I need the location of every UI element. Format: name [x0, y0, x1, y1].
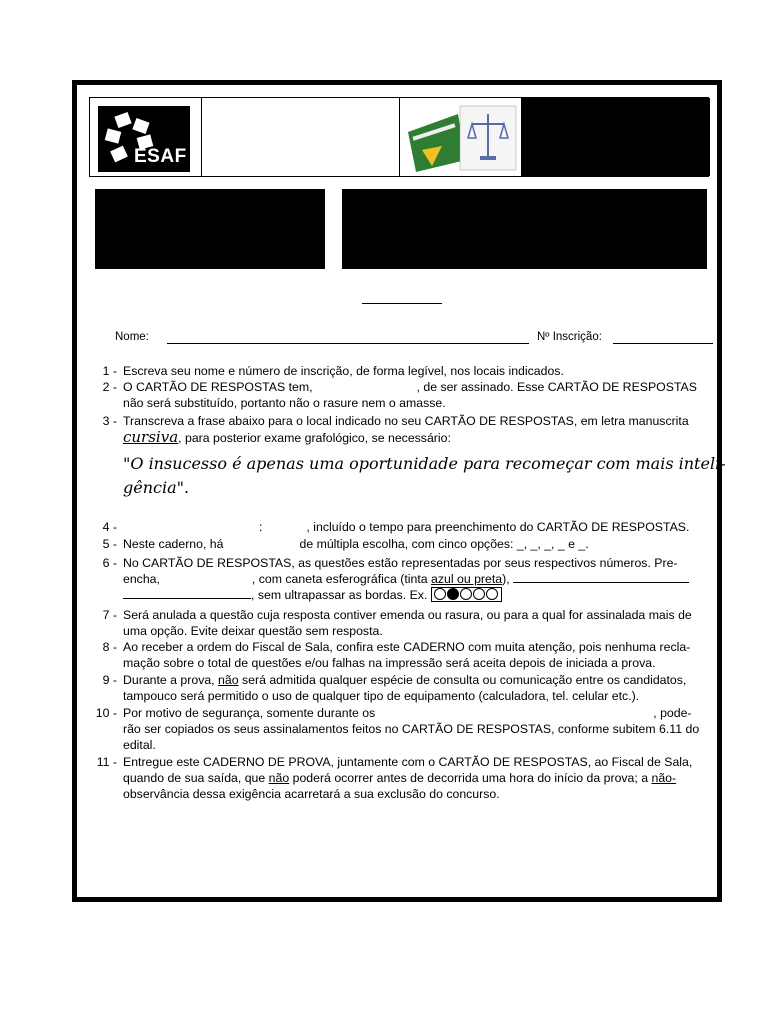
name-field[interactable] [167, 343, 529, 344]
redacted-box-left [95, 189, 325, 269]
logo-text: ESAF [134, 146, 187, 167]
bubble-c [460, 588, 472, 600]
esaf-logo [98, 106, 190, 172]
inscricao-label: Nº Inscrição: [537, 331, 602, 343]
header-black-box [522, 98, 710, 176]
exam-cover-frame: ESAF Nome: Nº Inscrição: 1 - Escreva seu nome e número de inscrição, de forma legível, nos locais indicados. 2 - O CARTÃO DE RESPOSTAS tem, , de ser assinado. Esse CARTÃO DE RESPOSTAS não será substituído, portanto não o rasure nem o amasse. 3 - Transcreva a frase abaixo para o local indicado no seu CARTÃO DE RESPOSTAS, em letra manuscrita cursiva, para posterior exame grafológico, se necessário: "O insucesso é apenas uma oportunidade para recomeçar com mais inteli- gência". 4 - : , incluído o tempo para preenchimento do CARTÃO DE RESPOSTAS. 5 - Neste caderno, há de múltipla escolha, com cinco opções: _, _, _, _ e _. 6 - No CARTÃO DE RESPOSTAS, as questões estão representadas por seus respectivos números. Pre- encha, , com caneta esferográfica (tinta azul ou preta), , sem ultrapassar as bordas. Ex. 7 - Será anulada a questão cuja resposta contiver emenda ou rasura, ou para a qual for assinalada mais de uma opção. Evite deixar questão sem resposta. 8 - Ao receber a ordem do Fiscal de Sala, confira este CADERNO com muita atenção, pois nenhuma recla- mação sobre o total de questões e/ou falhas na impressão será aceita depois de iniciada a prova. 9 - Durante a prova, não será admitida qualquer espécie de consulta ou comunicação entre os candidatos, tampouco será permitido o uso de qualquer tipo de equipamento (calculadora, tel. celular etc.). 10 - Por motivo de segurança, somente durante os , pode- rão ser copiados os seus assinalamentos feitos no CARTÃO DE RESPOSTAS, conforme subitem 6.11 do edital. 11 - Entregue este CADERNO DE PROVA, juntamente com o CARTÃO DE RESPOSTAS, ao Fiscal de Sala, quando de sua saída, que não poderá ocorrer antes de decorrida uma hora do início da prova; a não- observância dessa exigência acarretará a sua exclusão do concurso. [72, 80, 722, 902]
header-table [89, 97, 709, 177]
title-underline [362, 303, 442, 304]
emblem-cell [400, 98, 522, 176]
cursive-word: cursiva [123, 428, 179, 446]
name-label: Nome: [115, 331, 149, 343]
justice-emblem-icon [402, 100, 520, 174]
header-blank-cell [202, 98, 400, 176]
inscricao-field[interactable] [613, 343, 713, 344]
bubble-e [486, 588, 498, 600]
redacted-box-right [342, 189, 707, 269]
quote-text: "O insucesso é apenas uma oportunidade para recomeçar com mais inteli- gência". [123, 454, 726, 497]
logo-cell [90, 98, 202, 176]
bubble-a [434, 588, 446, 600]
example-bubbles [431, 587, 502, 602]
bubble-b-filled [447, 588, 459, 600]
bubble-d [473, 588, 485, 600]
